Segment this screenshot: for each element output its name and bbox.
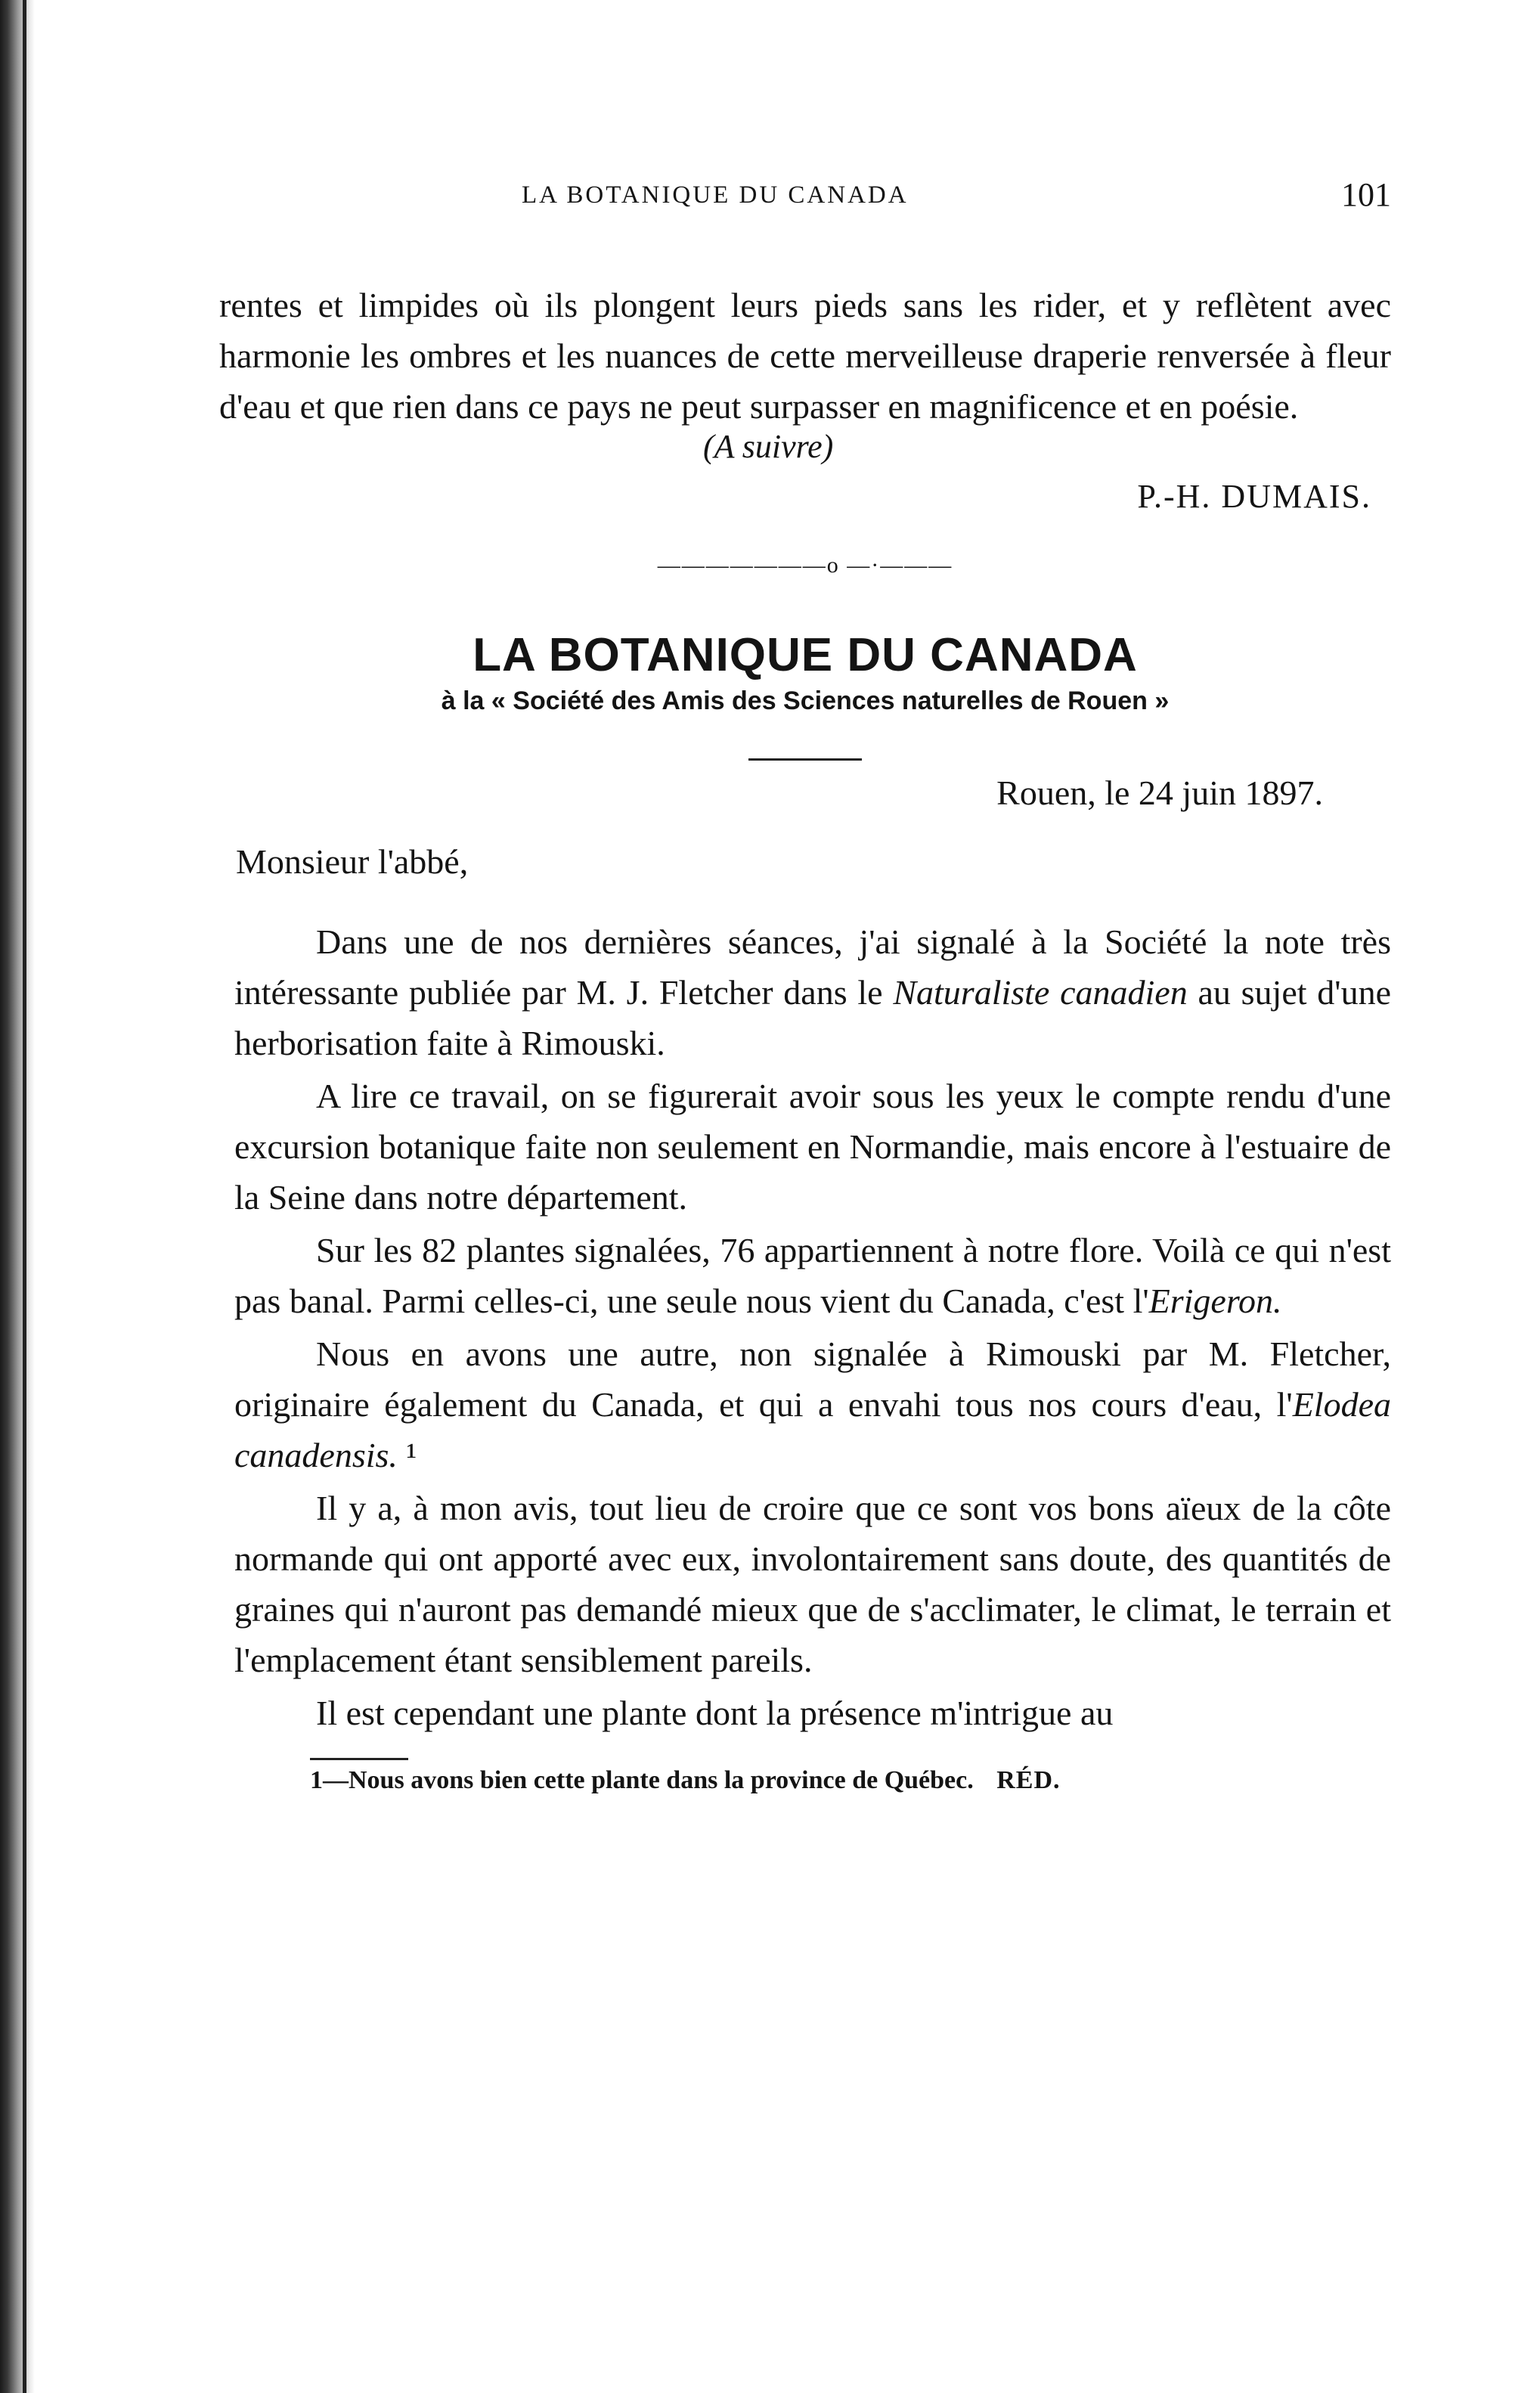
letter-paragraph	[234, 1328, 1391, 1480]
letter-body	[219, 916, 1391, 1738]
footnote-marker: ¹	[397, 1436, 417, 1474]
dateline: Rouen, le 24 juin 1897.	[996, 773, 1323, 812]
paragraph-text: Il est cependant une plante dont la présence m'intrigue au	[316, 1694, 1114, 1732]
suivre-note: (A suivre)	[703, 428, 834, 465]
section-separator: ———————o —·———	[657, 553, 953, 578]
letter-paragraph	[234, 1225, 1391, 1326]
salutation: Monsieur l'abbé,	[236, 842, 469, 881]
footnote-text: 1—Nous avons bien cette plante dans la province de Québec.	[310, 1766, 974, 1794]
letter-paragraph	[234, 916, 1391, 1068]
letter-paragraph	[234, 1688, 1391, 1738]
paragraph-text: Nous en avons une autre, non signalée à Rimouski par M. Fletcher, originaire également du Canada, et qui a envahi tous nos cours d'eau, l'	[234, 1334, 1391, 1424]
paragraph-text: Il y a, à mon avis, tout lieu de croire que ce sont vos bons aïeux de la côte normande qui ont apporté avec eux, involontairement sans doute, des quantités de graines qui n'auront pas demandé mieux que de s'acclimater, le climat, le terrain et l'emplacement étant sensiblement pareils.	[234, 1489, 1391, 1679]
paragraph-text: A lire ce travail, on se figurerait avoir sous les yeux le compte rendu d'une excursion botanique faite non seulement en Normandie, mais encore à l'estuaire de la Seine dans notre département.	[234, 1077, 1391, 1217]
continuation-paragraph: rentes et limpides où ils plongent leurs pieds sans les rider, et y reflètent avec harmonie les ombres et les nuances de cette merveilleuse draperie renversée à fleur d'eau et que rien dans ce pays ne peut surpasser en magnificence et en poésie.	[219, 286, 1391, 426]
author-row	[219, 477, 1391, 530]
footnote	[219, 1766, 1391, 1795]
footnote-rule	[310, 1758, 408, 1760]
paragraph-text: Dans une de nos dernières séances, j'ai signalé à la Société la note très intéressante publiée par M. J. Fletcher dans le	[234, 922, 1391, 1012]
paragraph-emphasis: Naturaliste canadien	[893, 973, 1188, 1012]
running-title: LA BOTANIQUE DU CANADA	[522, 181, 909, 209]
letter-paragraph	[234, 1071, 1391, 1223]
binding-line	[23, 0, 26, 2393]
binding-shadow	[0, 0, 35, 2393]
running-head	[219, 176, 1391, 219]
paragraph-emphasis: Elodea canadensis.	[234, 1385, 1391, 1474]
page-number: 101	[1341, 176, 1391, 213]
book-page	[219, 176, 1391, 1795]
paragraph-text: au sujet d'une herborisation faite à Rimouski.	[234, 973, 1391, 1062]
letter-paragraph	[234, 1483, 1391, 1685]
suivre-row	[219, 428, 1391, 477]
title-rule	[748, 758, 862, 761]
article-subtitle: à la « Société des Amis des Sciences naturelles de Rouen »	[441, 687, 1170, 715]
footnote-signature: RÉD.	[996, 1766, 1061, 1794]
paragraph-emphasis: Erigeron.	[1148, 1282, 1282, 1320]
paragraph-text: Sur les 82 plantes signalées, 76 appartiennent à notre flore. Voilà ce qui n'est pas banal. Parmi celles-ci, une seule nous vient du Canada, c'est l'	[234, 1231, 1391, 1320]
author-signature: P.-H. DUMAIS.	[1137, 478, 1371, 515]
article-title: LA BOTANIQUE DU CANADA	[473, 629, 1138, 681]
